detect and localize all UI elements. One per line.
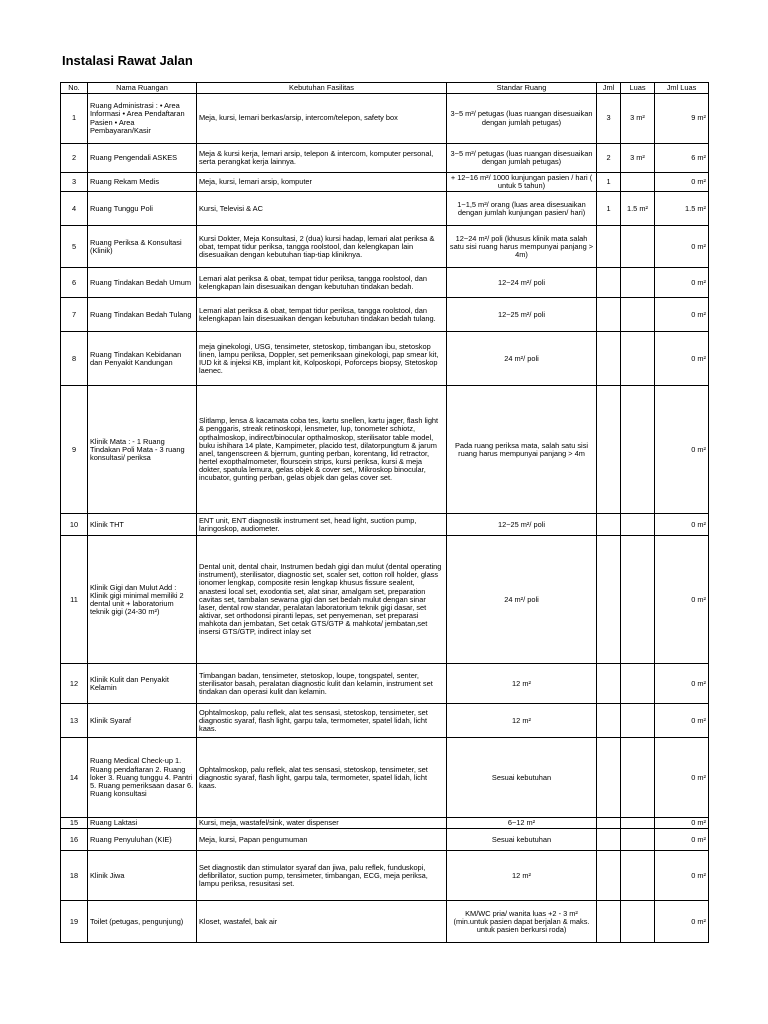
table-row xyxy=(61,192,709,226)
header-jml-luas: Jml Luas xyxy=(655,83,709,94)
cell-luas: 3 m² xyxy=(621,144,655,173)
cell-jml-luas: 0 m² xyxy=(655,386,709,514)
cell-jml-luas: 1.5 m² xyxy=(655,192,709,226)
cell-standar-ruang: 12 m² xyxy=(447,704,597,738)
cell-kebutuhan-fasilitas: Meja, kursi, lemari arsip, komputer xyxy=(197,173,447,192)
cell-jml-luas: 0 m² xyxy=(655,514,709,536)
cell-jml-luas: 0 m² xyxy=(655,901,709,943)
cell-no: 8 xyxy=(61,332,88,386)
cell-luas xyxy=(621,173,655,192)
cell-no: 16 xyxy=(61,829,88,851)
table-row xyxy=(61,818,709,829)
cell-luas xyxy=(621,514,655,536)
cell-no: 3 xyxy=(61,173,88,192)
header-jml: Jml xyxy=(597,83,621,94)
cell-jml-luas: 0 m² xyxy=(655,738,709,818)
facility-table xyxy=(60,82,709,943)
cell-nama-ruangan: Ruang Tindakan Kebidanan dan Penyakit Kandungan xyxy=(88,332,197,386)
cell-kebutuhan-fasilitas: Meja, kursi, Papan pengumuman xyxy=(197,829,447,851)
cell-luas xyxy=(621,851,655,901)
cell-kebutuhan-fasilitas: ENT unit, ENT diagnostik instrument set, head light, suction pump, laringoskop, audiometer. xyxy=(197,514,447,536)
cell-kebutuhan-fasilitas: Kursi, Televisi & AC xyxy=(197,192,447,226)
cell-standar-ruang: 12~24 m²/ poli xyxy=(447,268,597,298)
cell-no: 9 xyxy=(61,386,88,514)
table-row xyxy=(61,268,709,298)
header-row xyxy=(61,83,709,94)
cell-no: 19 xyxy=(61,901,88,943)
cell-jml: 2 xyxy=(597,144,621,173)
cell-no: 13 xyxy=(61,704,88,738)
cell-jml-luas: 0 m² xyxy=(655,704,709,738)
cell-nama-ruangan: Klinik Jiwa xyxy=(88,851,197,901)
cell-jml xyxy=(597,738,621,818)
table-row xyxy=(61,144,709,173)
cell-standar-ruang: 12~24 m²/ poli (khusus klinik mata salah satu sisi ruang harus mempunyai panjang > 4m) xyxy=(447,226,597,268)
table-row xyxy=(61,226,709,268)
cell-kebutuhan-fasilitas: Slitlamp, lensa & kacamata coba tes, kartu snellen, kartu jager, flash light & penggaris, streak retinoskopi, lensmeter, lup, tonometer schiotz, opthalmoskop, indirect/binocular opthalmoskop, sterilisator table model, buku ishihara 14 plate, Kampimeter, placido test, dilatorpungtum & jarum anel, tangenscreen & bjerrum, gunting perban, korentang, lid retractor, hertel exopthalmometer, flourscein strips, kursi periksa, kursi & meja dokter, spatula lemura, gelas objek & cover set,, Mikroskop binocular, incubator, gunting perban, gelas objek dan gelas cover set. xyxy=(197,386,447,514)
cell-nama-ruangan: Klinik Kulit dan Penyakit Kelamin xyxy=(88,664,197,704)
header-luas: Luas xyxy=(621,83,655,94)
cell-luas xyxy=(621,704,655,738)
cell-jml xyxy=(597,226,621,268)
cell-luas xyxy=(621,901,655,943)
cell-jml-luas: 0 m² xyxy=(655,268,709,298)
cell-no: 10 xyxy=(61,514,88,536)
table-row xyxy=(61,298,709,332)
table-body xyxy=(61,94,709,943)
cell-kebutuhan-fasilitas: Kloset, wastafel, bak air xyxy=(197,901,447,943)
cell-standar-ruang: 3~5 m²/ petugas (luas ruangan disesuaikan dengan jumlah petugas) xyxy=(447,144,597,173)
cell-nama-ruangan: Klinik Gigi dan Mulut Add : Klinik gigi minimal memiliki 2 dental unit + laboratorium teknik gigi (24-30 m²) xyxy=(88,536,197,664)
header-kebutuhan-fasilitas: Kebutuhan Fasilitas xyxy=(197,83,447,94)
cell-nama-ruangan: Ruang Rekam Medis xyxy=(88,173,197,192)
cell-nama-ruangan: Ruang Periksa & Konsultasi (Klinik) xyxy=(88,226,197,268)
cell-no: 15 xyxy=(61,818,88,829)
table-row xyxy=(61,514,709,536)
cell-jml-luas: 0 m² xyxy=(655,226,709,268)
cell-nama-ruangan: Klinik THT xyxy=(88,514,197,536)
cell-jml xyxy=(597,386,621,514)
cell-kebutuhan-fasilitas: Meja, kursi, lemari berkas/arsip, intercom/telepon, safety box xyxy=(197,94,447,144)
cell-standar-ruang: 6~12 m² xyxy=(447,818,597,829)
table-row xyxy=(61,332,709,386)
cell-no: 12 xyxy=(61,664,88,704)
cell-jml xyxy=(597,704,621,738)
cell-jml xyxy=(597,829,621,851)
cell-jml-luas: 0 m² xyxy=(655,829,709,851)
cell-standar-ruang: 12 m² xyxy=(447,664,597,704)
cell-jml xyxy=(597,514,621,536)
cell-no: 2 xyxy=(61,144,88,173)
cell-jml-luas: 0 m² xyxy=(655,818,709,829)
cell-standar-ruang: 3~5 m²/ petugas (luas ruangan disesuaikan dengan jumlah petugas) xyxy=(447,94,597,144)
cell-jml-luas: 6 m² xyxy=(655,144,709,173)
cell-luas xyxy=(621,818,655,829)
cell-kebutuhan-fasilitas: Ophtalmoskop, palu reflek, alat tes sensasi, stetoskop, tensimeter, set diagnostic syaraf, flash light, garpu tala, termometer, spatel lidah, licht kaas. xyxy=(197,704,447,738)
page-title: Instalasi Rawat Jalan xyxy=(62,53,193,68)
cell-standar-ruang: Pada ruang periksa mata, salah satu sisi ruang harus mempunyai panjang > 4m xyxy=(447,386,597,514)
cell-standar-ruang: 12 m² xyxy=(447,851,597,901)
cell-standar-ruang: 24 m²/ poli xyxy=(447,536,597,664)
cell-jml-luas: 0 m² xyxy=(655,664,709,704)
table-row xyxy=(61,851,709,901)
cell-jml xyxy=(597,298,621,332)
header-nama-ruangan: Nama Ruangan xyxy=(88,83,197,94)
cell-no: 1 xyxy=(61,94,88,144)
cell-luas xyxy=(621,298,655,332)
table-row xyxy=(61,386,709,514)
cell-nama-ruangan: Klinik Syaraf xyxy=(88,704,197,738)
cell-nama-ruangan: Ruang Administrasi : • Area Informasi • Area Pendaftaran Pasien • Area Pembayaran/Kasir xyxy=(88,94,197,144)
cell-kebutuhan-fasilitas: Ophtalmoskop, palu reflek, alat tes sensasi, stetoskop, tensimeter, set diagnostic syaraf, flash light, garpu tala, termometer, spatel lidah, licht kaas. xyxy=(197,738,447,818)
cell-nama-ruangan: Ruang Medical Check-up 1. Ruang pendaftaran 2. Ruang loker 3. Ruang tunggu 4. Pantri 5. Ruang pemeriksaan dasar 6. Ruang konsultasi xyxy=(88,738,197,818)
cell-jml xyxy=(597,851,621,901)
cell-nama-ruangan: Klinik Mata : - 1 Ruang Tindakan Poli Mata - 3 ruang konsultasi/ periksa xyxy=(88,386,197,514)
table-row xyxy=(61,173,709,192)
cell-jml xyxy=(597,536,621,664)
cell-no: 6 xyxy=(61,268,88,298)
cell-jml-luas: 0 m² xyxy=(655,851,709,901)
cell-kebutuhan-fasilitas: Kursi Dokter, Meja Konsultasi, 2 (dua) kursi hadap, lemari alat periksa & obat, tempat tidur periksa, tangga roolstool, dan kelengkapan lain disesuaikan dengan kebutuhan tiap-tiap kliniknya. xyxy=(197,226,447,268)
table-row xyxy=(61,829,709,851)
table-row xyxy=(61,536,709,664)
cell-standar-ruang: 12~25 m²/ poli xyxy=(447,298,597,332)
cell-kebutuhan-fasilitas: Lemari alat periksa & obat, tempat tidur periksa, tangga roolstool, dan kelengkapan lain disesuaikan dengan kebutuhan tindakan bedah. xyxy=(197,268,447,298)
cell-jml xyxy=(597,664,621,704)
cell-kebutuhan-fasilitas: Lemari alat periksa & obat, tempat tidur periksa, tangga roolstool, dan kelengkapan lain disesuaikan dengan kebutuhan tindakan bedah tulang. xyxy=(197,298,447,332)
cell-luas: 3 m² xyxy=(621,94,655,144)
cell-nama-ruangan: Ruang Penyuluhan (KIE) xyxy=(88,829,197,851)
cell-standar-ruang: Sesuai kebutuhan xyxy=(447,829,597,851)
cell-kebutuhan-fasilitas: Kursi, meja, wastafel/sink, water dispenser xyxy=(197,818,447,829)
cell-jml xyxy=(597,818,621,829)
cell-no: 5 xyxy=(61,226,88,268)
cell-standar-ruang: KM/WC pria/ wanita luas +2 - 3 m² (min.untuk pasien dapat berjalan & maks. untuk pasien berkursi roda) xyxy=(447,901,597,943)
table-row xyxy=(61,94,709,144)
cell-luas xyxy=(621,536,655,664)
cell-kebutuhan-fasilitas: meja ginekologi, USG, tensimeter, stetoskop, timbangan ibu, stetoskop linen, lampu periksa, Doppler, set pemeriksaan ginekologi, pap smear kit, IUD kit & injeksi KB, implant kit, Kolposkopi, Poforceps biopsy, Stetoskop laenec. xyxy=(197,332,447,386)
cell-standar-ruang: Sesuai kebutuhan xyxy=(447,738,597,818)
table-row xyxy=(61,738,709,818)
cell-jml-luas: 0 m² xyxy=(655,173,709,192)
cell-jml-luas: 0 m² xyxy=(655,298,709,332)
cell-standar-ruang: 12~25 m²/ poli xyxy=(447,514,597,536)
cell-no: 14 xyxy=(61,738,88,818)
cell-jml-luas: 0 m² xyxy=(655,536,709,664)
cell-jml xyxy=(597,332,621,386)
cell-standar-ruang: 1~1,5 m²/ orang (luas area disesuaikan dengan jumlah kunjungan pasien/ hari) xyxy=(447,192,597,226)
cell-standar-ruang: 24 m²/ poli xyxy=(447,332,597,386)
table-row xyxy=(61,704,709,738)
cell-kebutuhan-fasilitas: Meja & kursi kerja, lemari arsip, telepon & intercom, komputer personal, serta perangkat kerja lainnya. xyxy=(197,144,447,173)
cell-kebutuhan-fasilitas: Set diagnostik dan stimulator syaraf dan jiwa, palu reflek, funduskopi, defibrillator, suction pump, tensimeter, timbangan, ECG, meja periksa, lampu periksa, resusitasi set. xyxy=(197,851,447,901)
cell-luas xyxy=(621,226,655,268)
cell-jml xyxy=(597,901,621,943)
cell-nama-ruangan: Ruang Laktasi xyxy=(88,818,197,829)
cell-luas xyxy=(621,664,655,704)
cell-kebutuhan-fasilitas: Timbangan badan, tensimeter, stetoskop, loupe, tongspatel, senter, sterilisator basah, peralatan diagnostic kulit dan kelamin, instrument set tindakan dan operasi kulit dan kelamin. xyxy=(197,664,447,704)
cell-luas xyxy=(621,386,655,514)
cell-jml-luas: 9 m² xyxy=(655,94,709,144)
cell-nama-ruangan: Ruang Tunggu Poli xyxy=(88,192,197,226)
cell-luas xyxy=(621,268,655,298)
cell-jml-luas: 0 m² xyxy=(655,332,709,386)
header-standar-ruang: Standar Ruang xyxy=(447,83,597,94)
cell-kebutuhan-fasilitas: Dental unit, dental chair, Instrumen bedah gigi dan mulut (dental operating instrument), sterilisator, diagnostic set, scaler set, cotton roll holder, glass ionomer lengkap, composite resin lengkap khusus fissure sealent, anastesi local set, exodontia set, alat sinar, amalgam set, preparation cavitas set, tambalan sewarna gigi dan set bedah mulut dengan sinar laser, dental row standar, peralatan laboratorium teknik gigi dasar, set aktivar, set orthodonsi piranti lepas, set penyemenan, set preparasi mahkota dan jembatan, Set cetak GTS/GTP & mahkota/ jembatan,set insersi GTS/GTP, indirect inlay set xyxy=(197,536,447,664)
header-no: No. xyxy=(61,83,88,94)
cell-nama-ruangan: Ruang Tindakan Bedah Tulang xyxy=(88,298,197,332)
cell-jml: 1 xyxy=(597,192,621,226)
cell-luas xyxy=(621,738,655,818)
cell-no: 7 xyxy=(61,298,88,332)
table-row xyxy=(61,664,709,704)
cell-luas: 1.5 m² xyxy=(621,192,655,226)
cell-jml: 3 xyxy=(597,94,621,144)
cell-nama-ruangan: Toilet (petugas, pengunjung) xyxy=(88,901,197,943)
cell-no: 11 xyxy=(61,536,88,664)
cell-luas xyxy=(621,332,655,386)
cell-luas xyxy=(621,829,655,851)
cell-jml xyxy=(597,268,621,298)
cell-nama-ruangan: Ruang Pengendali ASKES xyxy=(88,144,197,173)
cell-nama-ruangan: Ruang Tindakan Bedah Umum xyxy=(88,268,197,298)
cell-no: 4 xyxy=(61,192,88,226)
cell-standar-ruang: + 12~16 m²/ 1000 kunjungan pasien / hari ( untuk 5 tahun) xyxy=(447,173,597,192)
table-row xyxy=(61,901,709,943)
cell-jml: 1 xyxy=(597,173,621,192)
cell-no: 18 xyxy=(61,851,88,901)
